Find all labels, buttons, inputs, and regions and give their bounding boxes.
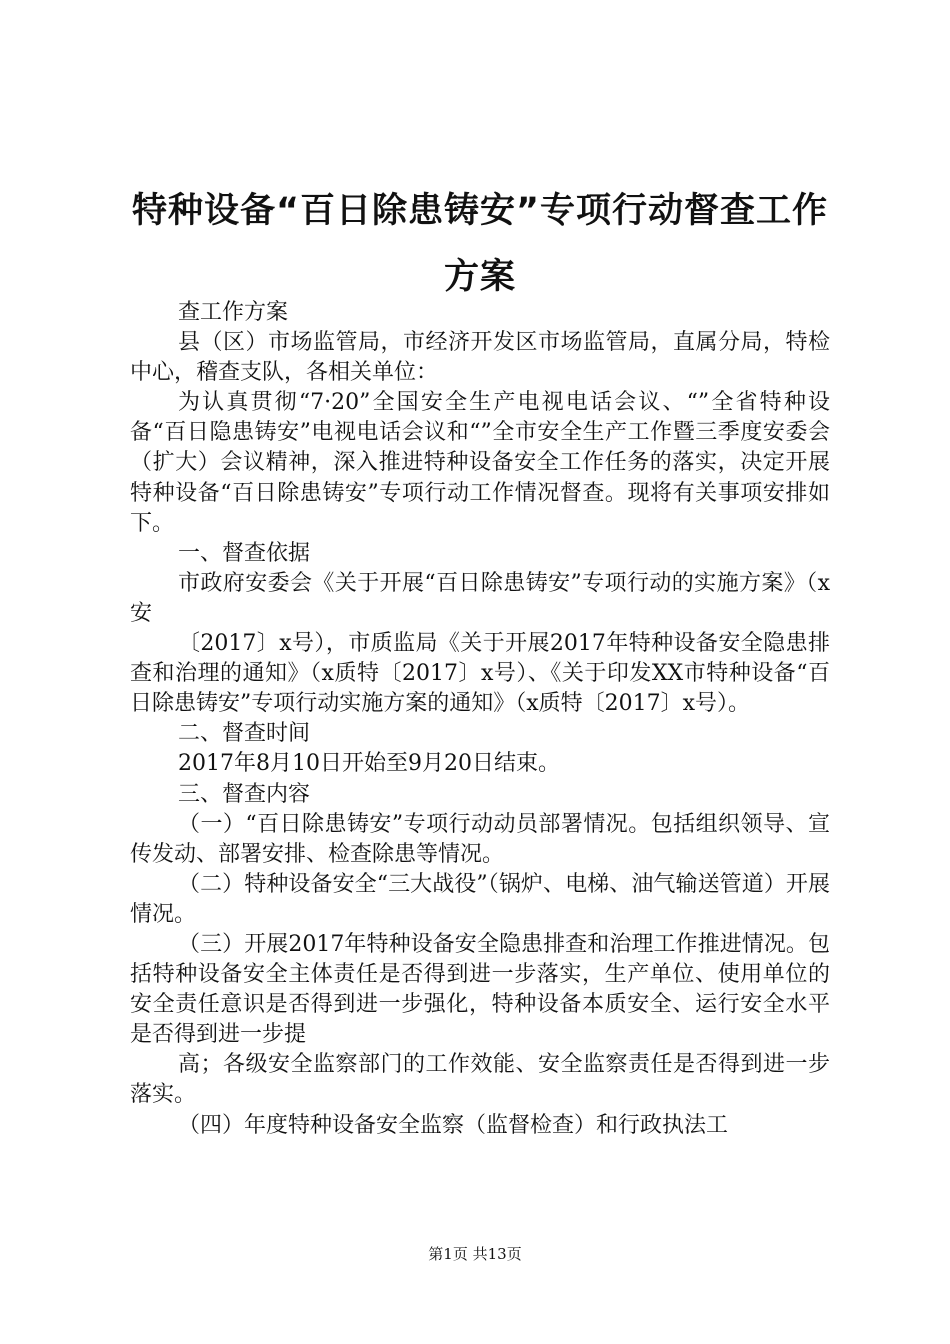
paragraph: 为认真贯彻“7·20”全国安全生产电视电话会议、“”全省特种设备“百日隐患铸安”电视电话会议和“”全市安全生产工作暨三季度安委会（扩大）会议精神，深入推进特种设备安全工作任务的落实，决定开展特种设备“百日除患铸安”专项行动工作情况督查。现将有关事项安排如下。 [130,390,830,536]
paragraph: 2017年8月10日开始至9月20日结束。 [178,751,560,777]
paragraph: （二）特种设备安全“三大战役”（锅炉、电梯、油气输送管道）开展情况。 [130,871,830,927]
section-heading: 三、督查内容 [178,781,311,807]
document-body [130,298,830,1141]
paragraph: 〔2017〕x号），市质监局《关于开展2017年特种设备安全隐患排查和治理的通知》（x质特〔2017〕x号）、《关于印发XX市特种设备“百日除患铸安”专项行动实施方案的通知》（x质特〔2017〕x号）。 [130,631,830,717]
title-line-2: 方案 [443,257,516,297]
paragraph: （三）开展2017年特种设备安全隐患排查和治理工作推进情况。包括特种设备安全主体责任是否得到进一步落实，生产单位、使用单位的安全责任意识是否得到进一步强化，特种设备本质安全、运行安全水平是否得到进一步提 [130,931,830,1048]
paragraph: （四）年度特种设备安全监察（监督检查）和行政执法工 [178,1112,729,1138]
paragraph: 县（区）市场监管局，市经济开发区市场监管局，直属分局，特检中心，稽查支队，各相关单位： [130,330,830,386]
paragraph: 高；各级安全监察部门的工作效能、安全监察责任是否得到进一步落实。 [130,1052,830,1108]
page-footer: 第1页 共13页 [428,1245,522,1263]
paragraph: （一）“百日除患铸安”专项行动动员部署情况。包括组织领导、宣传发动、部署安排、检查除患等情况。 [130,811,830,867]
section-heading: 二、督查时间 [178,721,311,747]
paragraph: 市政府安委会《关于开展“百日除患铸安”专项行动的实施方案》（x安 [130,570,830,626]
document-title [100,178,860,310]
section-heading: 一、督查依据 [178,540,311,566]
paragraph: 查工作方案 [178,300,289,325]
title-line-1: 特种设备“百日除患铸安”专项行动督查工作 [131,191,828,231]
